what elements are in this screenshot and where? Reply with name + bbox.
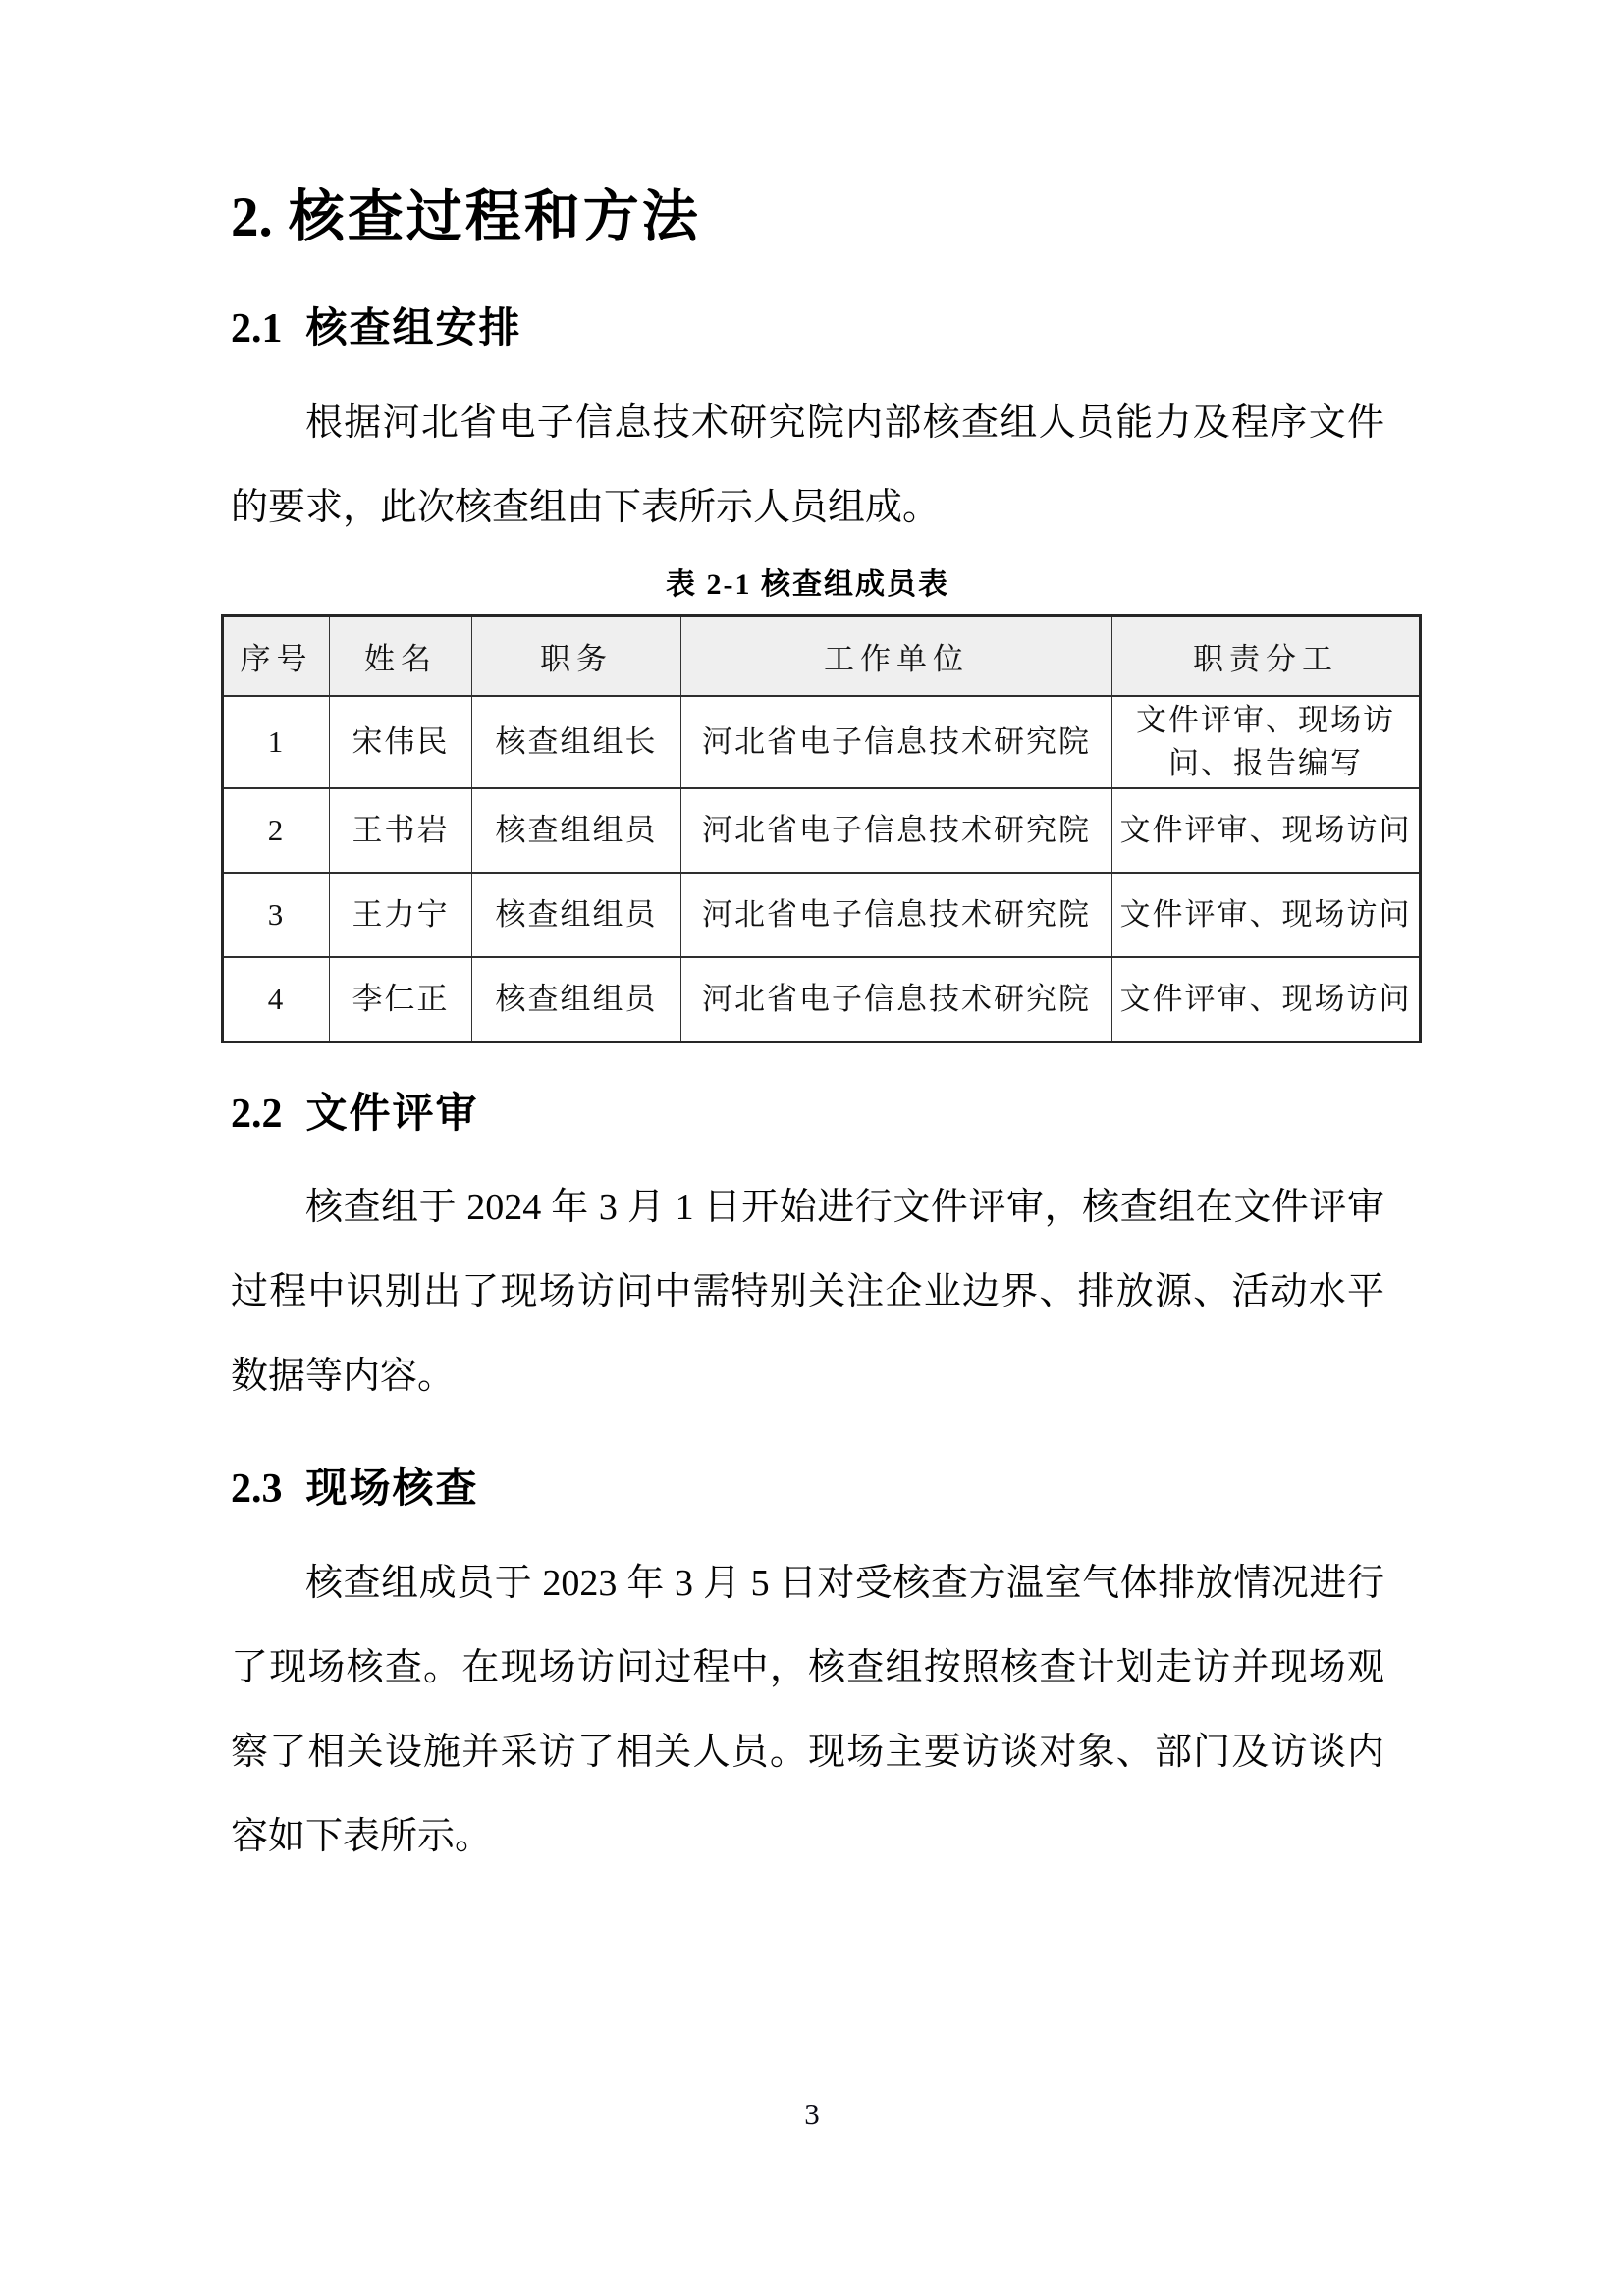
page-title-text: 核查过程和方法 — [288, 187, 701, 248]
cell-org: 河北省电子信息技术研究院 — [681, 873, 1112, 957]
cell-duty: 文件评审、现场访问 — [1112, 957, 1421, 1041]
page-title-number: 2. — [231, 187, 273, 248]
table-caption: 表 2-1 核查组成员表 — [666, 567, 949, 601]
section-document-review-number: 2.2 — [231, 1091, 283, 1137]
column-header-seq: 序号 — [223, 615, 330, 696]
cell-role: 核查组组长 — [472, 696, 681, 788]
table-row — [223, 873, 1421, 957]
section-onsite-label: 现场核查 — [305, 1467, 479, 1513]
cell-role: 核查组组员 — [472, 788, 681, 873]
cell-name: 李仁正 — [330, 957, 472, 1041]
column-header-duty: 职责分工 — [1112, 615, 1421, 696]
table-row — [223, 957, 1421, 1041]
column-header-role: 职务 — [472, 615, 681, 696]
cell-duty: 文件评审、现场访问、报告编写 — [1112, 696, 1421, 788]
section-team-paragraph: 根据河北省电子信息技术研究院内部核查组人员能力及程序文件的要求，此次核查组由下表所示人员组成。 — [231, 401, 1384, 528]
column-header-org: 工作单位 — [681, 615, 1112, 696]
section-team-number: 2.1 — [231, 306, 283, 352]
table-row — [223, 696, 1421, 788]
table-row — [223, 788, 1421, 873]
table-header-row — [223, 615, 1421, 696]
column-header-name: 姓名 — [330, 615, 472, 696]
cell-org: 河北省电子信息技术研究院 — [681, 696, 1112, 788]
cell-name: 王书岩 — [330, 788, 472, 873]
section-heading-team — [231, 303, 1384, 355]
cell-name: 王力宁 — [330, 873, 472, 957]
cell-role: 核查组组员 — [472, 957, 681, 1041]
team-members-table — [221, 614, 1422, 1043]
page-number: 3 — [804, 2097, 820, 2131]
section-heading-document-review — [231, 1089, 1384, 1141]
section-document-review-label: 文件评审 — [305, 1091, 479, 1137]
cell-seq: 3 — [223, 873, 330, 957]
cell-duty: 文件评审、现场访问 — [1112, 788, 1421, 873]
cell-duty: 文件评审、现场访问 — [1112, 873, 1421, 957]
section-onsite-paragraph: 核查组成员于 2023 年 3 月 5 日对受核查方温室气体排放情况进行了现场核查。在现场访问过程中，核查组按照核查计划走访并现场观察了相关设施并采访了相关人员。现场主要访谈对象、部门及访谈内容如下表所示。 — [231, 1562, 1384, 1857]
cell-seq: 1 — [223, 696, 330, 788]
cell-org: 河北省电子信息技术研究院 — [681, 957, 1112, 1041]
section-document-review-paragraph: 核查组于 2024 年 3 月 1 日开始进行文件评审，核查组在文件评审过程中识别出了现场访问中需特别关注企业边界、排放源、活动水平数据等内容。 — [231, 1187, 1384, 1398]
section-onsite-number: 2.3 — [231, 1467, 283, 1513]
page-title — [231, 183, 1384, 252]
section-team-label: 核查组安排 — [305, 306, 522, 352]
cell-role: 核查组组员 — [472, 873, 681, 957]
cell-seq: 4 — [223, 957, 330, 1041]
section-heading-onsite-verification — [231, 1464, 1384, 1516]
cell-org: 河北省电子信息技术研究院 — [681, 788, 1112, 873]
cell-seq: 2 — [223, 788, 330, 873]
cell-name: 宋伟民 — [330, 696, 472, 788]
